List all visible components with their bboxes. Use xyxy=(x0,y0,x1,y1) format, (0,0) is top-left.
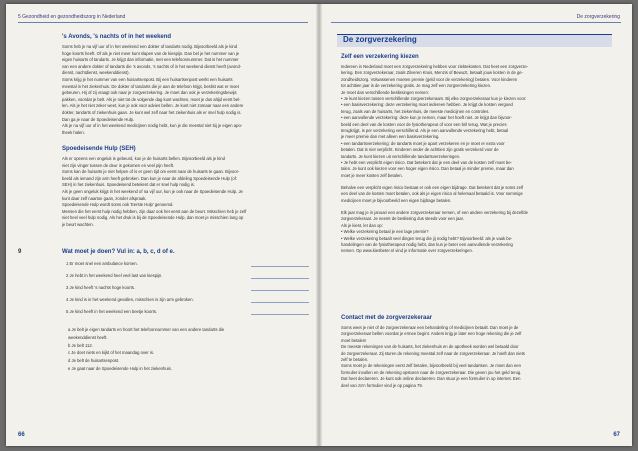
text-line: Soms weet je niet of de zorgverzekeraar een behandeling of medicijnen betaalt. Dan moet je de xyxy=(341,325,519,330)
text-line: beeld als iemand zijn arm heeft gebroken. Dan kun je naar de afdeling Spoedeisende Hulp (of: xyxy=(62,175,238,181)
text-line: Je moet dan verschillende beslissingen nemen: xyxy=(341,89,429,95)
answer-option: d Je belt de huisartsenpost. xyxy=(68,358,120,364)
text-line: tandarts. Je kunt kiezen uit verschillende tandartsverzekeringen. xyxy=(341,153,461,159)
text-line: kunt daar zelf naartoe gaan, zonder afspraak. xyxy=(62,195,147,201)
text-line: Dat heet declareren. Je kunt ook online declareren. Dan stuur je een formulier in op internet. Een xyxy=(341,376,521,382)
exercise-item: 5 Je kind heeft in het weekend een beetje koorts. xyxy=(66,309,158,314)
text-line: tot achttien jaar is de verzekering gratis. Je mag zelf een zorgverzekering kiezen. xyxy=(341,83,492,89)
text-line: zorgverzekeraar. Je neemt de beslissing dus steeds voor een jaar. xyxy=(341,216,464,222)
text-line: Spoedeisende Hulp wordt soms ook 'Eerste Hulp' genoemd. xyxy=(62,202,174,208)
text-line: len. Als je het niet zeker weet, kun je ook voor advies bellen. Je kunt niet zomaar naar een andere xyxy=(62,103,244,109)
text-line: SEH) in het ziekenhuis. Spoedeisend betekent dat er snel hulp nodig is. xyxy=(62,182,195,188)
text-line: • Je hebt een verplicht eigen risico. Dat betekent dat je een deel van de kosten zelf moet be- xyxy=(341,160,512,165)
text-line: je beurt wachten. xyxy=(62,222,94,227)
text-line: gebeuren. Hij of zij vraagt ook naar je zorgverzekering. Je moet dan ook je verzekeringsbewijs xyxy=(62,90,237,96)
text-line: zorgverzekeraar bellen voordat je ermee begint. Anders krijg je later een hoge rekening die je zelf xyxy=(341,331,522,337)
text-line: • een aanvullende verzekering: deze kun je nemen, maar het hoeft niet. Je krijgt dan bijvoor- xyxy=(341,115,512,121)
text-line: zondheidszorg. Volwassenen moeten premie (geld voor de verzekering) betalen. Voor kinderen xyxy=(341,76,518,82)
text-line: van een andere dokter of tandarts die 's avonds, 's nachts of in het weekend dienst heeft (avond- xyxy=(62,63,242,69)
text-line: Als je geen ongeluk krijgt in het weekend of na vijf uur, kun je ook naar de Spoedeisende Hulp. Je xyxy=(62,189,243,194)
answer-option: b Je belt 112. xyxy=(68,342,93,348)
answer-option: weekenddienst heeft. xyxy=(68,334,108,340)
text-line: kering. Een zorgverzekeraar, zoals Zilveren Kruis, Menzis of Bewuzt, betaalt jouw kosten in de ge- xyxy=(341,70,524,76)
text-line: Soms kan de huisarts je niet helpen of is er geen tijd om eerst naar de huisarts te gaan. Bijvoor- xyxy=(62,169,240,175)
text-line: moet betalen! xyxy=(341,337,367,343)
answer-field[interactable] xyxy=(251,314,309,315)
exercise-number: 9 xyxy=(18,249,22,255)
exercise-title: Wat moet je doen? Vul in: a, b, c, d of e. xyxy=(62,249,175,255)
text-line: moet je meer kosten zelf betalen. xyxy=(341,172,403,178)
text-line: De meeste rekeningen van de huisarts, het ziekenhuis en de apotheek worden wel betaald door xyxy=(341,344,519,350)
text-line: zelf te betalen. xyxy=(341,357,369,362)
text-line: Als je na vijf uur of in het weekend medicijnen nodig hebt, kun je die meestal niet bij je eigen apo- xyxy=(62,123,243,129)
exercise-item: 1 Er moet snel een ambulance komen. xyxy=(66,261,138,266)
page-number-left: 66 xyxy=(18,432,25,438)
text-line: theek halen. xyxy=(62,129,85,135)
text-line: Iedereen in Nederland moet een zorgverzekering hebben voor ziektekosten. Dat heet een zorgverze- xyxy=(341,64,529,69)
text-line: terug, zoals van de huisarts, het ziekenhuis, de meeste medicijnen en controles. xyxy=(341,108,490,114)
text-line: terugkrijgt, is per verzekering verschillend. Als je een aanvullende verzekering hebt, betaal xyxy=(341,128,509,133)
section-title-seh: Spoedeisende Hulp (SEH) xyxy=(62,146,136,152)
text-line: een deel van de kosten moet betalen, ook als je eigen risico al helemaal betaald is. Voor sommige xyxy=(341,191,523,197)
text-line: formulier invullen en de rekening opsturen naar de zorgverzekeraar. Die geven jou het geld terug. xyxy=(341,369,522,375)
text-line: dokter, tandarts of ziekenhuis gaan. Je kunt wel zelf naar het ziekenhuis als er snel hulp nodig is. xyxy=(62,110,242,115)
text-line: medicijnen moet je bijvoorbeeld een eigen bijdrage betalen. xyxy=(341,197,452,203)
text-line: dienst, nachtdienst, weekenddienst). xyxy=(62,70,130,76)
page-number-right: 67 xyxy=(613,432,620,438)
section-title-contact: Contact met de zorgverzekeraar xyxy=(341,315,433,321)
text-line: Soms heb je na vijf uur of in het weekend een dokter of tandarts nodig. Bijvoorbeeld als je kind xyxy=(62,44,238,49)
text-line: niet zijn vinger tussen de deur is gekomen en veel pijn heeft. xyxy=(62,162,175,168)
left-page xyxy=(6,4,319,446)
header-rule xyxy=(18,22,308,23)
answer-option: c Je doet niets en kijkt of het maandag over is. xyxy=(68,350,155,356)
text-line: • een basisverzekering: deze verzekering moet iedereen hebben. Je krijgt de kosten vergoed xyxy=(341,102,513,108)
exercise-item: 2 Je hebt in het weekend heel veel last van kiespijn. xyxy=(66,273,163,278)
answer-field[interactable] xyxy=(251,302,309,303)
exercise-item: 3 Je kind heeft 's nachts hoge koorts. xyxy=(66,285,136,290)
header-rule-right xyxy=(331,22,621,23)
text-line: nemen. Op www.kiesbeter.nl vind je informatie over zorgverzekeringen. xyxy=(341,248,473,254)
text-line: hoge koorts heeft. Of als je niet meer kunt slapen van de kiespijn. Dan bel je het nummer van je xyxy=(62,50,240,56)
text-line: Als er opeens een ongeluk is gebeurd, kun je de huisarts bellen. Bijvoorbeeld als je kind xyxy=(62,156,225,161)
banner-title: De zorgverzekering xyxy=(343,35,417,44)
text-line: pakken, voordat je belt. Als je niet tot de volgende dag kunt wachten, moet je dus altijd eerst bel- xyxy=(62,96,241,102)
text-line: de zorgverzekeraar. Zij sturen de rekening meestal zelf naar de zorgverzekeraar. Je hoeft dan niets xyxy=(341,350,525,356)
text-line: Elk jaar mag je in januari een andere zorgverzekeraar nemen, of een andere verzekering bij dezelfde xyxy=(341,210,528,215)
text-line: Behalve een verplicht eigen risico bestaat er ook een eigen bijdrage. Dat betekent dat je soms zelf xyxy=(341,185,524,190)
section-title-choose: Zelf een verzekering kiezen xyxy=(341,54,419,60)
text-line: betalen. Dat is niet verplicht. Kinderen onder de achttien zijn gratis verzekerd voor de xyxy=(341,147,499,153)
book-gutter xyxy=(316,4,322,446)
text-line: Mensen die het eerst hulp nodig hebben, zijn daar ook het eerst aan de beurt. Misschien heb je zelf xyxy=(62,208,247,214)
text-line: meestal in het ziekenhuis. De dokter of tandarts die je aan de telefoon krijgt, beslist wat er moet xyxy=(62,83,239,89)
section-title-evening: 's Avonds, 's nachts of in het weekend xyxy=(62,34,172,40)
answer-option: e Je gaat naar de Spoedeisende Hulp in het ziekenhuis. xyxy=(68,366,172,371)
text-line: eigen huisarts of tandarts. Je krijgt dan informatie, met een telefoonnummer. Dat is het nummer xyxy=(62,57,239,63)
text-line: niet heel veel hulp nodig. Als het druk is bij de Spoedeisende Hulp, dan moet je misschien lang op xyxy=(62,215,244,221)
chapter-header-right: De zorgverzekering xyxy=(576,14,620,20)
right-page xyxy=(319,4,632,446)
text-line: • Je kunt kiezen tussen verschillende zorgverzekeraars. Bij elke zorgverzekeraar kun je kiezen voor: xyxy=(341,96,527,101)
answer-field[interactable] xyxy=(251,290,309,291)
answer-field[interactable] xyxy=(251,266,309,267)
text-line: Als je kiest, let dan op: xyxy=(341,222,383,228)
book-spread xyxy=(6,4,632,446)
text-line: • Welke verzekering betaalt veel dingen terug die jij nodig hebt? Bijvoorbeeld: als je vaak be- xyxy=(341,235,513,241)
text-line: handelingen van de fysiotherapeut nodig hebt, dan kun je beter een aanvullende verzekering xyxy=(341,242,513,247)
chapter-header: 5 Gezondheid en gezondheidszorg in Nederland xyxy=(18,14,126,20)
exercise-item: 4 Je kind is in het weekend gevallen, misschien is zijn arm gebroken. xyxy=(66,297,194,302)
text-line: • Welke verzekering betaal je een lage premie? xyxy=(341,229,429,235)
text-line: deel van zo'n formulier vind je op pagina 79. xyxy=(341,382,423,388)
text-line: • een tandartsverzekering: de tandarts moet je apart verzekeren en je moet er extra voor xyxy=(341,140,505,146)
text-line: je meer premie dan met alleen een basisverzekering. xyxy=(341,134,440,140)
text-line: talen. Je kunt ook kiezen voor een hoger eigen risico. Dan betaal je minder premie, maar dan xyxy=(341,166,514,172)
answer-field[interactable] xyxy=(251,278,309,279)
answer-option: a Je belt je eigen tandarts en hoort het telefoonnummer van een andere tandarts die xyxy=(68,327,225,332)
text-line: Soms krijg je het nummer van een huisartsenpost. Bij een huisartsenpost werkt een huisarts xyxy=(62,77,233,82)
text-line: Soms moet je de rekeningen eerst zelf betalen, bijvoorbeeld bij veel tandartsen. Je moet dan een xyxy=(341,363,521,369)
text-line: Dan ga je naar de Spoedeisende Hulp. xyxy=(62,116,135,122)
text-line: beeld een deel van de kosten voor de fysiotherapeut of voor een bril terug. Wat je precies xyxy=(341,121,507,127)
